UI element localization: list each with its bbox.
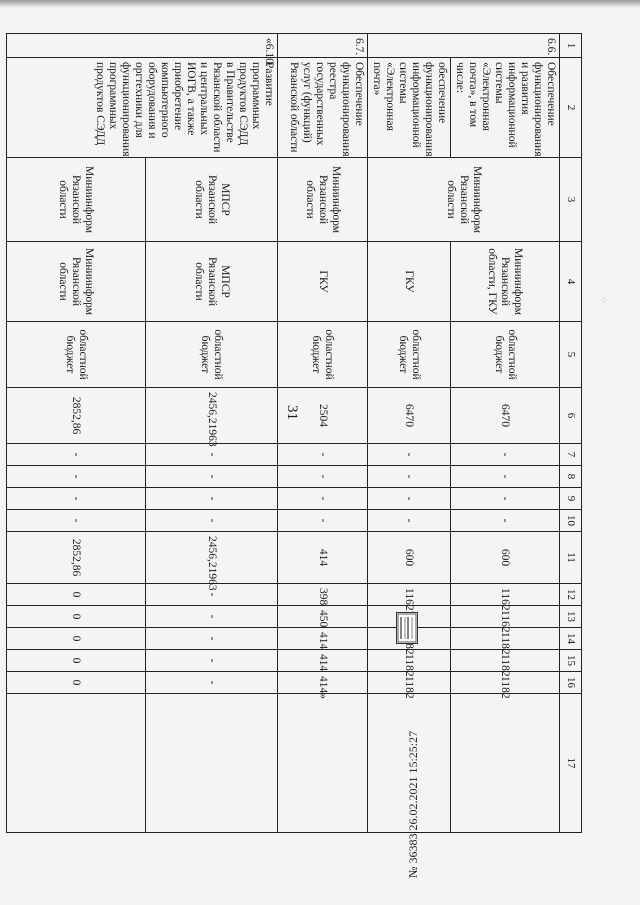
cell: -	[7, 466, 146, 488]
col-header: 16	[560, 672, 582, 694]
item-number: «6.10.	[7, 34, 278, 58]
cell: 0	[7, 628, 146, 650]
cell: -	[451, 510, 560, 532]
col-header: 3	[560, 158, 582, 242]
scan-edge	[0, 0, 640, 8]
cell: -	[146, 584, 278, 606]
cell: -	[451, 466, 560, 488]
funding-source: областной бюджет	[368, 322, 451, 388]
cell: -	[278, 466, 368, 488]
cell: -	[368, 510, 451, 532]
cell: 450	[278, 606, 368, 628]
cell: 414	[278, 628, 368, 650]
scan-artifact: ⁘	[600, 296, 609, 307]
registration-seal	[396, 612, 418, 644]
funding-source: областной бюджет	[451, 322, 560, 388]
cell: -	[368, 466, 451, 488]
cell	[146, 694, 278, 833]
col-header: 10	[560, 510, 582, 532]
col-header: 17	[560, 694, 582, 833]
executor: ГКУ	[368, 242, 451, 322]
cell: -	[146, 672, 278, 694]
cell: -	[146, 466, 278, 488]
item-number: 6.7.	[278, 34, 368, 58]
cell: 0	[7, 672, 146, 694]
cell: 1162	[368, 584, 451, 606]
total-value: 6470	[368, 388, 451, 444]
responsible: Миниинформ Рязанской области	[368, 158, 560, 242]
cell: 414	[278, 650, 368, 672]
cell: -	[7, 488, 146, 510]
executor: Миниинформ Рязанской области, ГКУ	[451, 242, 560, 322]
registration-stamp: № 36383 26.02.2021 15:25:27	[406, 730, 420, 878]
cell: -	[146, 488, 278, 510]
cell: 2456,21963	[146, 532, 278, 584]
cell: -	[368, 488, 451, 510]
cell: 1162	[451, 606, 560, 628]
page-number: 31	[284, 405, 300, 420]
total-value: 2852,86	[7, 388, 146, 444]
cell: -	[368, 444, 451, 466]
col-header: 2	[560, 58, 582, 158]
funding-source: областной бюджет	[146, 322, 278, 388]
funding-source: областной бюджет	[7, 322, 146, 388]
executor: МПСР Рязанской области	[146, 242, 278, 322]
cell: -	[7, 444, 146, 466]
cell: 600	[368, 532, 451, 584]
cell	[7, 694, 146, 833]
total-value: 2504	[278, 388, 368, 444]
col-header: 12	[560, 584, 582, 606]
item-description: Обеспечение функционирования и развития информационной системы «Электронная почта», в том числе:	[451, 58, 560, 158]
program-table	[6, 33, 582, 833]
cell: 1162	[451, 584, 560, 606]
item-description: Развитие программных продуктов СЭДД в Правительстве Рязанской области и центральных ИОГВ, а также приобретение компьютерного оборудования и оргтехники для функционирования программных продуктов СЭДД	[7, 58, 278, 158]
cell	[278, 694, 368, 833]
cell: 1182	[451, 672, 560, 694]
cell: 1182	[368, 650, 451, 672]
responsible: Миниинформ Рязанской области	[7, 158, 146, 242]
cell: -	[278, 444, 368, 466]
responsible: Миниинформ Рязанской области	[278, 158, 368, 242]
cell: 414»	[278, 672, 368, 694]
cell: 414	[278, 532, 368, 584]
item-description: Обеспечение функционирования реестра государственных услуг (функций) Рязанской области	[278, 58, 368, 158]
cell: 1182	[368, 672, 451, 694]
cell: -	[7, 510, 146, 532]
header-row	[560, 34, 582, 833]
total-value: 2456,21963	[146, 388, 278, 444]
col-header: 1	[560, 34, 582, 58]
cell: -	[146, 444, 278, 466]
executor: ГКУ	[278, 242, 368, 322]
col-header: 13	[560, 606, 582, 628]
table-row	[451, 34, 560, 833]
table-row	[146, 34, 278, 833]
col-header: 7	[560, 444, 582, 466]
cell: 1182	[451, 628, 560, 650]
cell: -	[146, 510, 278, 532]
seal-icon	[397, 613, 417, 643]
cell: -	[451, 488, 560, 510]
executor: Миниинформ Рязанской области	[7, 242, 146, 322]
cell: -	[451, 444, 560, 466]
item-number: 6.6.	[368, 34, 560, 58]
cell: -	[278, 510, 368, 532]
cell: -	[146, 650, 278, 672]
funding-source: областной бюджет	[278, 322, 368, 388]
col-header: 4	[560, 242, 582, 322]
cell: -	[146, 606, 278, 628]
col-header: 5	[560, 322, 582, 388]
cell: 0	[7, 584, 146, 606]
item-description: обеспечение функционирования информационной системы «Электронная почта»	[368, 58, 451, 158]
table-row	[368, 34, 451, 833]
cell: 0	[7, 650, 146, 672]
cell: -	[278, 488, 368, 510]
cell	[451, 694, 560, 833]
cell: -	[146, 628, 278, 650]
table-row	[278, 34, 368, 833]
col-header: 11	[560, 532, 582, 584]
col-header: 15	[560, 650, 582, 672]
col-header: 14	[560, 628, 582, 650]
col-header: 9	[560, 488, 582, 510]
total-value: 6470	[451, 388, 560, 444]
cell: 600	[451, 532, 560, 584]
cell: 1182	[451, 650, 560, 672]
responsible: МПСР Рязанской области	[146, 158, 278, 242]
cell: 2852,86	[7, 532, 146, 584]
cell: 398	[278, 584, 368, 606]
col-header: 6	[560, 388, 582, 444]
cell: 0	[7, 606, 146, 628]
col-header: 8	[560, 466, 582, 488]
rotated-table-container	[35, 33, 582, 833]
